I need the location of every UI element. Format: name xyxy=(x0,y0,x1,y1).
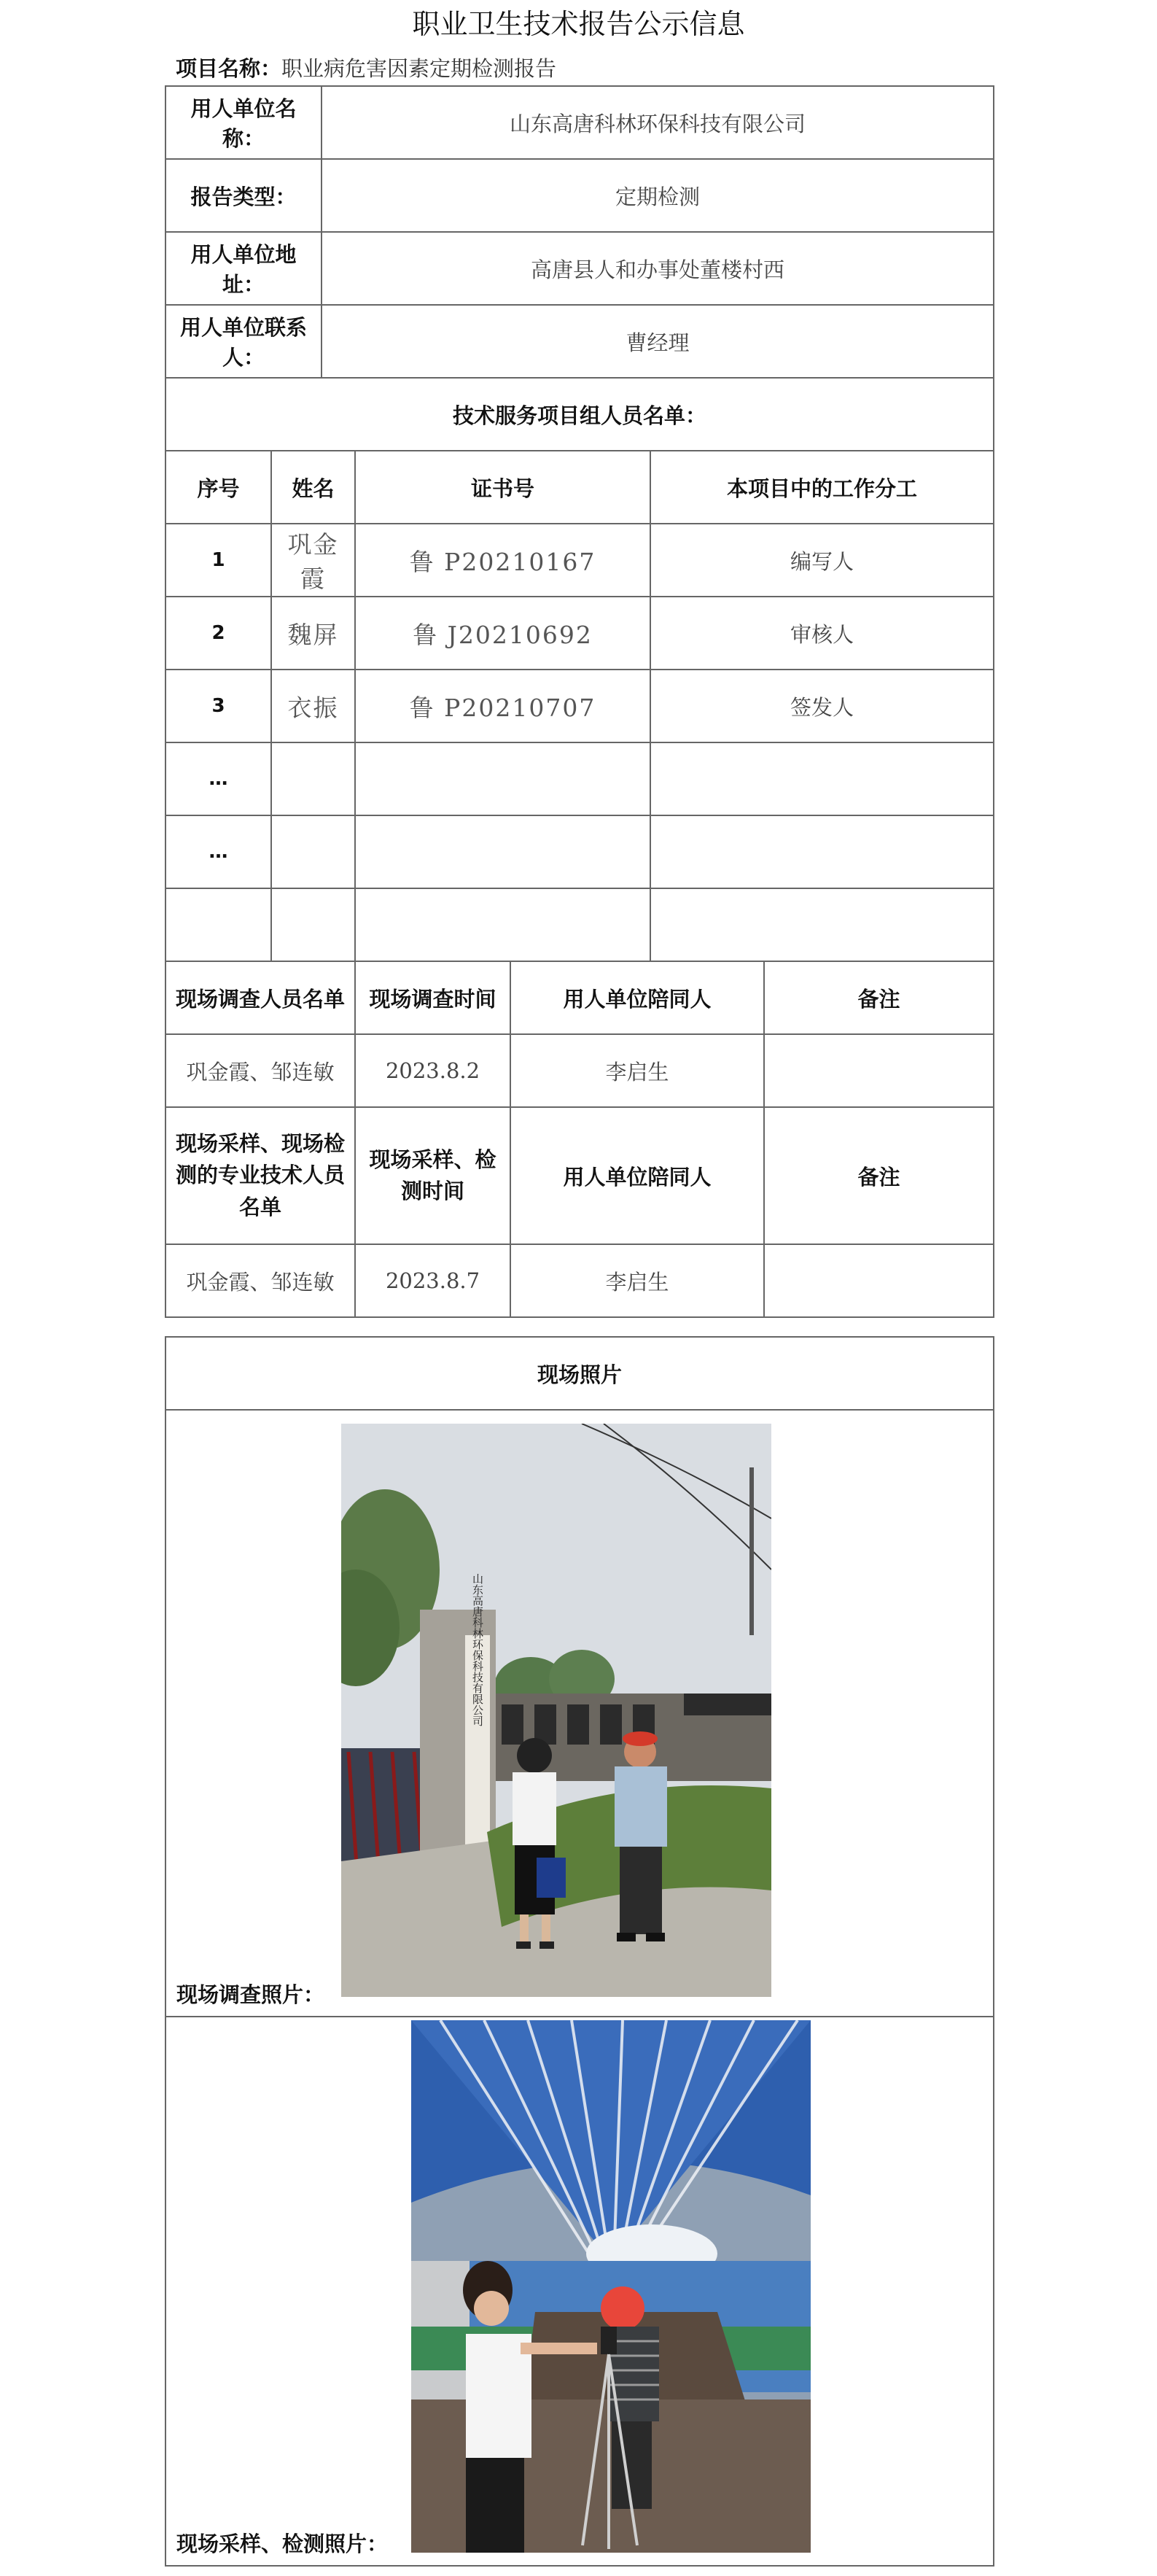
photos-table xyxy=(165,1336,994,2567)
cell-role xyxy=(650,742,994,815)
photos-heading: 现场照片 xyxy=(165,1337,994,1410)
sampling-header: 现场采样、现场检测的专业技术人员名单 xyxy=(165,1107,355,1244)
info-row xyxy=(165,305,994,378)
cell-cert: 鲁 P20210707 xyxy=(355,670,650,742)
report-info-table xyxy=(165,85,994,1318)
cell-role: 审核人 xyxy=(650,597,994,670)
cell-name xyxy=(271,742,355,815)
sampling-photo-label: 现场采样、检测照片： xyxy=(176,2532,389,2556)
cell-name xyxy=(271,815,355,888)
survey-header: 备注 xyxy=(764,961,994,1034)
cell-no: … xyxy=(165,742,271,815)
info-label: 用人单位联系人： xyxy=(165,305,322,378)
cell-role xyxy=(650,815,994,888)
table-row xyxy=(165,597,994,670)
cell-name: 衣振 xyxy=(271,670,355,742)
table-row xyxy=(165,742,994,815)
sampling-cell: 李启生 xyxy=(510,1244,764,1317)
header-cert: 证书号 xyxy=(355,451,650,524)
cell-name xyxy=(271,888,355,961)
project-name xyxy=(176,53,556,85)
sampling-row xyxy=(165,1244,994,1317)
sampling-photo xyxy=(411,2020,811,2553)
info-row xyxy=(165,232,994,305)
table-row xyxy=(165,815,994,888)
sampling-cell: 2023.8.7 xyxy=(355,1244,510,1317)
table-row xyxy=(165,888,994,961)
cell-no: 2 xyxy=(165,597,271,670)
cell-no: 1 xyxy=(165,524,271,597)
cell-cert xyxy=(355,888,650,961)
survey-photo-cell xyxy=(165,1410,994,2017)
survey-cell: 2023.8.2 xyxy=(355,1034,510,1107)
survey-header: 现场调查时间 xyxy=(355,961,510,1034)
sampling-cell xyxy=(764,1244,994,1317)
header-no: 序号 xyxy=(165,451,271,524)
info-row xyxy=(165,159,994,232)
sampling-header: 现场采样、检测时间 xyxy=(355,1107,510,1244)
info-label: 用人单位名称： xyxy=(165,86,322,159)
info-value: 山东高唐科林环保科技有限公司 xyxy=(322,86,994,159)
info-row xyxy=(165,86,994,159)
survey-cell: 李启生 xyxy=(510,1034,764,1107)
gate-sign-text: 山东高唐科林环保科技有限公司 xyxy=(471,1573,484,1726)
survey-header: 用人单位陪同人 xyxy=(510,961,764,1034)
cell-role xyxy=(650,888,994,961)
team-heading: 技术服务项目组人员名单： xyxy=(165,378,994,451)
project-name-value: 职业病危害因素定期检测报告 xyxy=(281,56,557,81)
project-name-label: 项目名称： xyxy=(176,56,282,81)
info-value: 高唐县人和办事处董楼村西 xyxy=(322,232,994,305)
cell-cert xyxy=(355,742,650,815)
survey-photo-label: 现场调查照片： xyxy=(176,1982,325,2007)
info-value: 定期检测 xyxy=(322,159,994,232)
cell-name: 魏屏 xyxy=(271,597,355,670)
cell-role: 签发人 xyxy=(650,670,994,742)
cell-cert: 鲁 J20210692 xyxy=(355,597,650,670)
sampling-cell: 巩金霞、邹连敏 xyxy=(165,1244,355,1317)
cell-role: 编写人 xyxy=(650,524,994,597)
sampling-header: 用人单位陪同人 xyxy=(510,1107,764,1244)
survey-header-row xyxy=(165,961,994,1034)
survey-cell: 巩金霞、邹连敏 xyxy=(165,1034,355,1107)
sampling-header: 备注 xyxy=(764,1107,994,1244)
survey-cell xyxy=(764,1034,994,1107)
info-label: 用人单位地址： xyxy=(165,232,322,305)
header-name: 姓名 xyxy=(271,451,355,524)
sampling-photo-cell xyxy=(165,2017,994,2566)
header-role: 本项目中的工作分工 xyxy=(650,451,994,524)
team-header-row xyxy=(165,451,994,524)
cell-cert: 鲁 P20210167 xyxy=(355,524,650,597)
info-value: 曹经理 xyxy=(322,305,994,378)
table-row xyxy=(165,670,994,742)
table-row xyxy=(165,524,994,597)
survey-header: 现场调查人员名单 xyxy=(165,961,355,1034)
cell-cert xyxy=(355,815,650,888)
cell-name: 巩金霞 xyxy=(271,524,355,597)
info-label: 报告类型： xyxy=(165,159,322,232)
cell-no: … xyxy=(165,815,271,888)
cell-no: 3 xyxy=(165,670,271,742)
cell-no xyxy=(165,888,271,961)
page-title: 职业卫生技术报告公示信息 xyxy=(412,8,745,40)
survey-row xyxy=(165,1034,994,1107)
sampling-header-row xyxy=(165,1107,994,1244)
survey-photo xyxy=(341,1424,771,1997)
